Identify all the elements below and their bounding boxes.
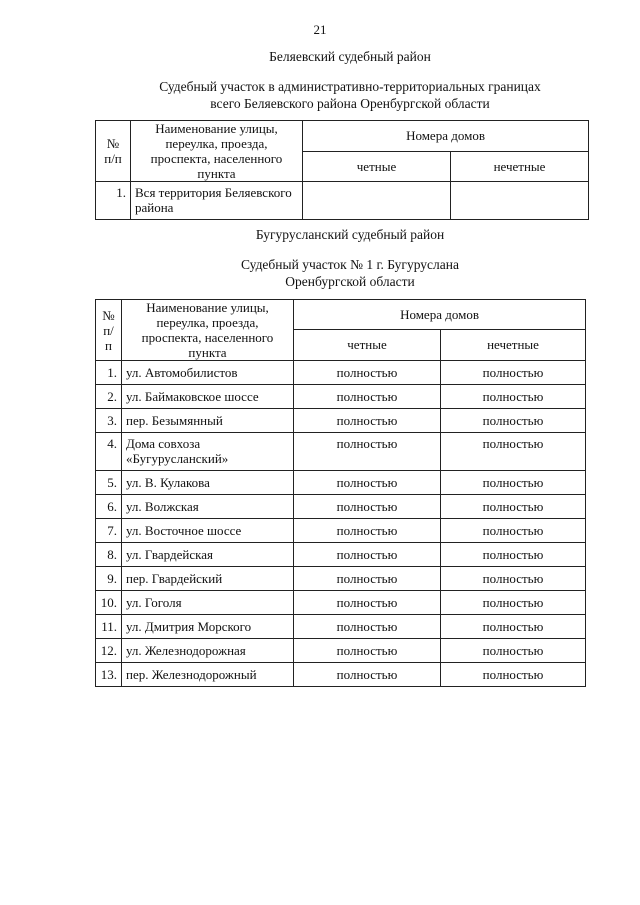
district-title-beliaevsky: Беляевский судебный район: [269, 49, 431, 64]
row-even: [303, 182, 451, 220]
table-row: [96, 182, 589, 220]
row-num: 6.: [96, 495, 122, 519]
row-num: 11.: [96, 615, 122, 639]
header-num: № п/п: [96, 300, 122, 361]
row-even: полностью: [294, 543, 441, 567]
row-even: полностью: [294, 471, 441, 495]
page-number: 21: [313, 22, 327, 37]
row-even: полностью: [294, 639, 441, 663]
row-num: 1.: [96, 361, 122, 385]
row-num: 12.: [96, 639, 122, 663]
table-row: [96, 519, 586, 543]
row-num: 13.: [96, 663, 122, 687]
header-houses: Номера домов: [303, 121, 589, 152]
row-odd: полностью: [441, 471, 586, 495]
header-odd: нечетные: [451, 151, 589, 182]
row-odd: полностью: [441, 639, 586, 663]
table-row: [96, 663, 586, 687]
row-even: полностью: [294, 433, 441, 471]
row-even: полностью: [294, 519, 441, 543]
row-num: 10.: [96, 591, 122, 615]
table-row: [96, 471, 586, 495]
row-odd: полностью: [441, 433, 586, 471]
table-row: [96, 615, 586, 639]
row-odd: [451, 182, 589, 220]
header-even: четные: [303, 151, 451, 182]
section2-subtitle-line1: Судебный участок № 1 г. Бугуруслана: [241, 257, 459, 272]
row-even: полностью: [294, 409, 441, 433]
row-odd: полностью: [441, 543, 586, 567]
header-even: четные: [294, 329, 441, 360]
row-even: полностью: [294, 385, 441, 409]
row-even: полностью: [294, 663, 441, 687]
row-name: пер. Безымянный: [122, 409, 294, 433]
header-name: Наименование улицы, переулка, проезда, проспекта, населенного пункта: [122, 300, 294, 361]
table-row: [96, 409, 586, 433]
row-name: пер. Гвардейский: [122, 567, 294, 591]
row-odd: полностью: [441, 591, 586, 615]
row-odd: полностью: [441, 361, 586, 385]
row-name: Вся территория Беляевского района: [131, 182, 303, 220]
row-even: полностью: [294, 361, 441, 385]
header-odd: нечетные: [441, 329, 586, 360]
section1-subtitle-line2: всего Беляевского района Оренбургской области: [210, 96, 490, 111]
table-row: [96, 543, 586, 567]
table-row: [96, 639, 586, 663]
row-num: 3.: [96, 409, 122, 433]
row-name: Дома совхоза «Бугурусланский»: [122, 433, 294, 471]
row-num: 2.: [96, 385, 122, 409]
row-name: пер. Железнодорожный: [122, 663, 294, 687]
row-even: полностью: [294, 615, 441, 639]
row-even: полностью: [294, 591, 441, 615]
row-odd: полностью: [441, 615, 586, 639]
row-num: 8.: [96, 543, 122, 567]
district-title-buguruslansky: Бугурусланский судебный район: [255, 227, 445, 242]
row-even: полностью: [294, 495, 441, 519]
row-num: 7.: [96, 519, 122, 543]
table-row: [96, 591, 586, 615]
row-name: ул. Волжская: [122, 495, 294, 519]
row-name: ул. Гоголя: [122, 591, 294, 615]
row-name: ул. Дмитрия Морского: [122, 615, 294, 639]
row-odd: полностью: [441, 495, 586, 519]
header-num: № п/п: [96, 121, 131, 182]
table-row: [96, 385, 586, 409]
row-name: ул. В. Кулакова: [122, 471, 294, 495]
table-row: [96, 567, 586, 591]
row-odd: полностью: [441, 409, 586, 433]
header-houses: Номера домов: [294, 300, 586, 330]
table-section2: [95, 299, 586, 687]
row-num: 5.: [96, 471, 122, 495]
table-row: [96, 433, 586, 471]
row-name: ул. Железнодорожная: [122, 639, 294, 663]
header-name: Наименование улицы, переулка, проезда, проспекта, населенного пункта: [131, 121, 303, 182]
row-name: ул. Автомобилистов: [122, 361, 294, 385]
row-even: полностью: [294, 567, 441, 591]
table-row: [96, 361, 586, 385]
section1-subtitle-line1: Судебный участок в административно-территориальных границах: [159, 79, 541, 94]
row-odd: полностью: [441, 663, 586, 687]
table-section1: [95, 120, 589, 220]
row-odd: полностью: [441, 385, 586, 409]
row-name: ул. Баймаковское шоссе: [122, 385, 294, 409]
section2-subtitle-line2: Оренбургской области: [285, 274, 415, 289]
table-row: [96, 495, 586, 519]
row-num: 4.: [96, 433, 122, 471]
row-odd: полностью: [441, 519, 586, 543]
row-name: ул. Восточное шоссе: [122, 519, 294, 543]
row-name: ул. Гвардейская: [122, 543, 294, 567]
row-odd: полностью: [441, 567, 586, 591]
row-num: 9.: [96, 567, 122, 591]
row-num: 1.: [96, 182, 131, 220]
